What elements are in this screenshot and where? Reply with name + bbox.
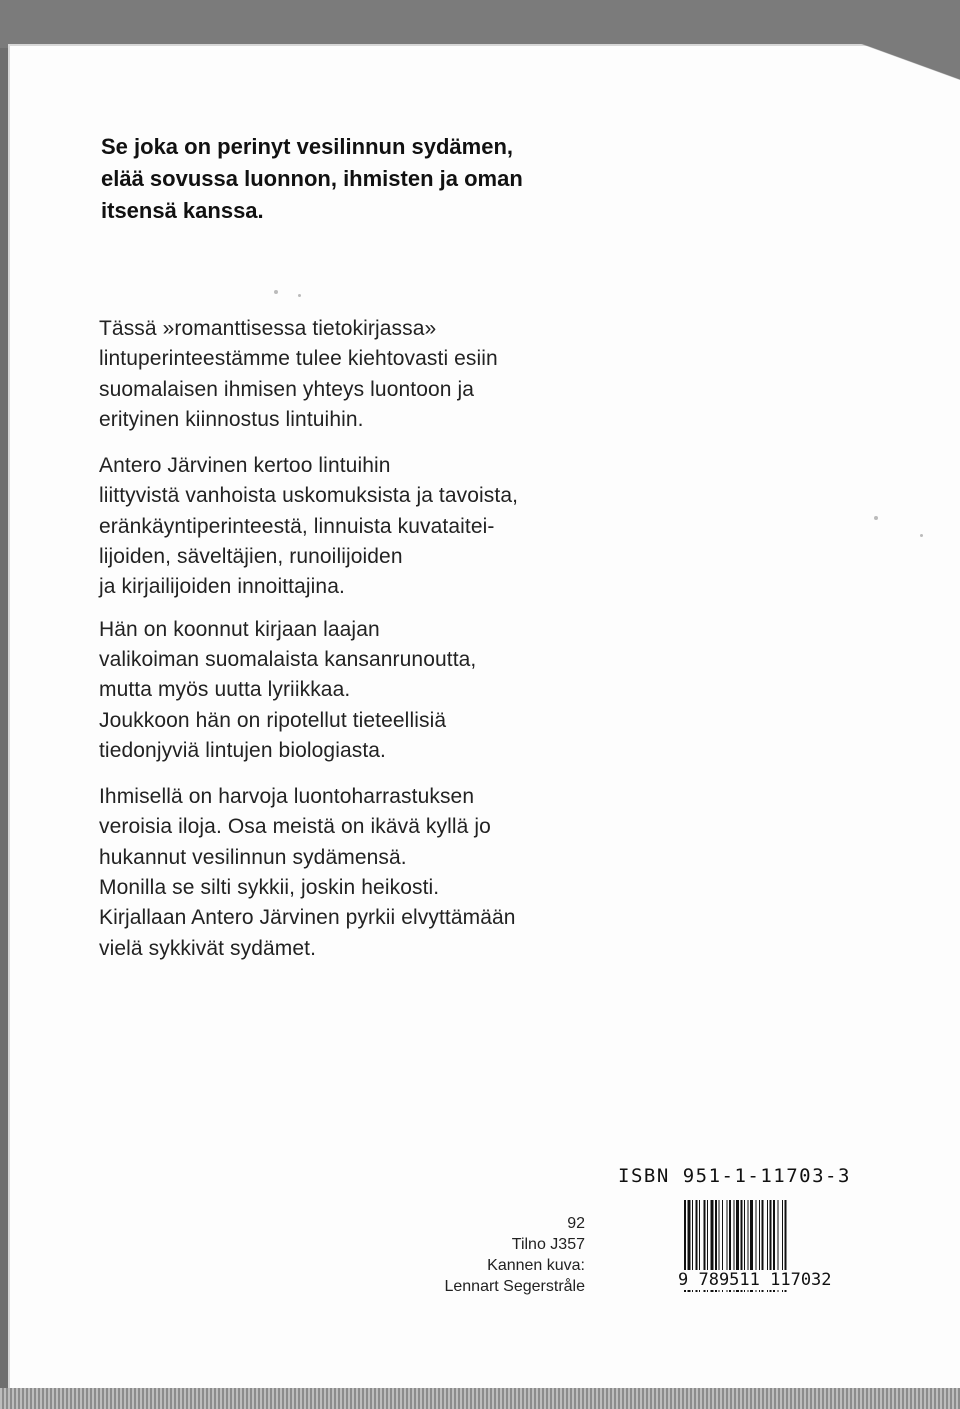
tagline — [101, 131, 621, 227]
blurb-line: tiedonjyviä lintujen biologiasta. — [99, 738, 386, 762]
blurb-line: valikoiman suomalaista kansanrunoutta, — [99, 647, 477, 671]
barcode — [676, 1198, 866, 1298]
cover-artist: Lennart Segerstråle — [444, 1278, 585, 1295]
blurb-paragraph — [99, 782, 619, 964]
tagline-line: Se joka on perinyt vesilinnun sydämen, — [101, 134, 514, 159]
blurb-line: erityinen kiinnostus lintuihin. — [99, 407, 364, 431]
tagline-line: itsensä kanssa. — [101, 198, 264, 223]
blurb-line: vielä sykkivät sydämet. — [99, 936, 317, 960]
blurb-line: Monilla se silti sykkii, joskin heikosti. — [99, 876, 440, 900]
paper-speck — [920, 534, 923, 537]
blurb-paragraph — [99, 314, 619, 435]
class-code: Tilno J357 — [511, 1236, 585, 1253]
blurb-line: veroisia iloja. Osa meistä on ikävä kyllä jo — [99, 815, 491, 839]
paper-speck — [274, 290, 278, 294]
blurb-line: Tässä »romanttisessa tietokirjassa» — [99, 317, 437, 340]
blurb-line: Joukkoon hän on ripotellut tieteellisiä — [99, 708, 447, 732]
tagline-line: elää sovussa luonnon, ihmisten ja oman — [101, 166, 523, 191]
blurb-line: ja kirjailijoiden innoittajina. — [99, 575, 345, 599]
blurb-line: lijoiden, säveltäjien, runoilijoiden — [99, 545, 403, 569]
blurb-line: suomalaisen ihmisen yhteys luontoon ja — [99, 377, 475, 401]
blurb-paragraph — [99, 615, 619, 766]
blurb-line: lintuperinteestämme tulee kiehtovasti esiin — [99, 347, 498, 371]
blurb-line: mutta myös uutta lyriikkaa. — [99, 678, 351, 702]
barcode-number: 9 789511 117032 — [676, 1270, 866, 1290]
isbn-label: ISBN 951-1-11703-3 — [618, 1165, 851, 1187]
blurb-line: Ihmisellä on harvoja luontoharrastuksen — [99, 785, 475, 809]
paper-speck — [874, 516, 878, 520]
background-top — [0, 0, 960, 48]
cover-credit-label: Kannen kuva: — [487, 1257, 585, 1274]
blurb-line: liittyvistä vanhoista uskomuksista ja tavoista, — [99, 484, 519, 508]
blurb — [99, 314, 619, 964]
blurb-line: eränkäyntiperinteestä, linnuista kuvataitei- — [99, 514, 495, 538]
credits-block — [380, 1213, 585, 1297]
blurb-paragraph — [99, 451, 619, 602]
corner-fold — [840, 44, 960, 104]
blurb-line: Hän on koonnut kirjaan laajan — [99, 617, 380, 641]
blurb-line: Kirjallaan Antero Järvinen pyrkii elvyttämään — [99, 906, 516, 930]
blurb-line: Antero Järvinen kertoo lintuihin — [99, 454, 391, 478]
blurb-line: hukannut vesilinnun sydämensä. — [99, 845, 407, 869]
background-bottom — [0, 1388, 960, 1409]
paper-speck — [298, 294, 301, 297]
catalog-number: 92 — [567, 1215, 585, 1232]
